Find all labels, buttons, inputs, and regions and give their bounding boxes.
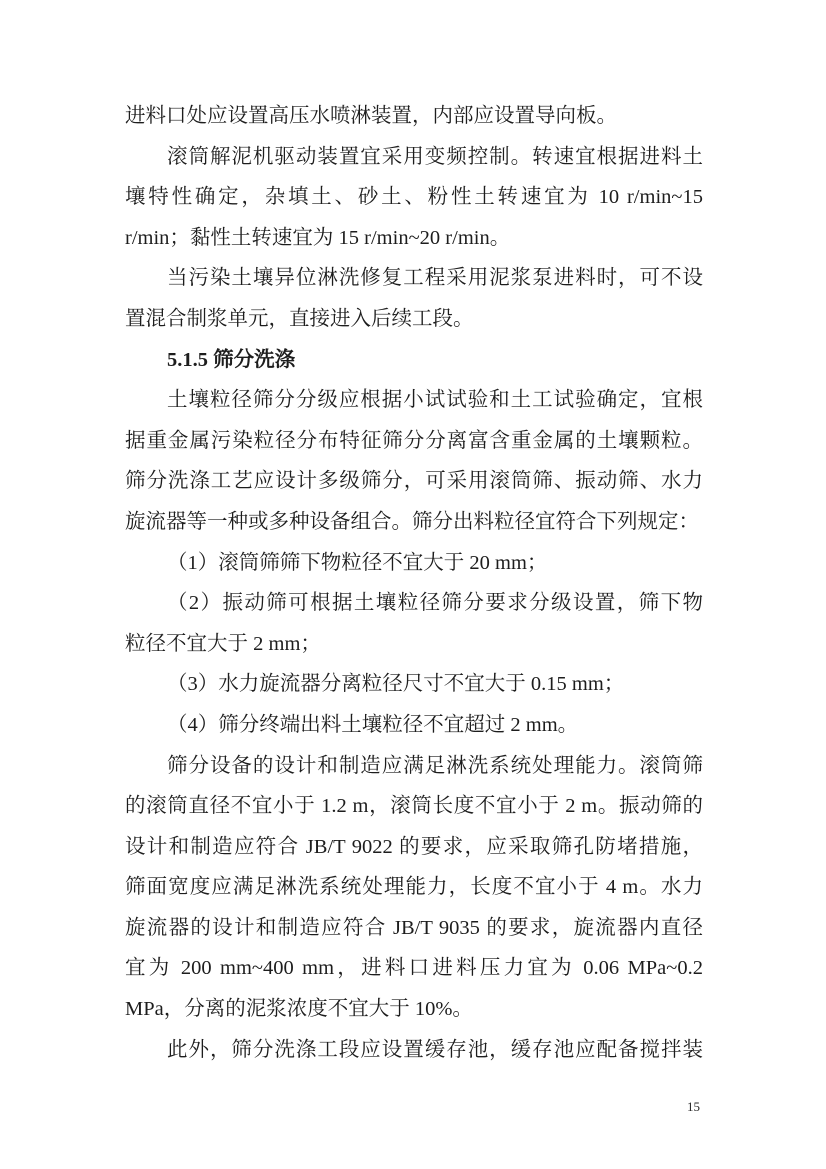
paragraph	[125, 583, 703, 664]
text-line: 据重金属污染粒径分布特征筛分分离富含重金属的土壤颗粒。	[125, 429, 703, 452]
text-line: 置混合制浆单元，直接进入后续工段。	[125, 307, 474, 330]
paragraph	[125, 380, 703, 542]
paragraph	[125, 96, 703, 137]
section-heading	[125, 340, 703, 381]
text-line: 进料口处应设置高压水喷淋装置，内部应设置导向板。	[125, 105, 617, 127]
text-line: （3）水力旋流器分离粒径尺寸不宜大于 0.15 mm；	[167, 673, 625, 696]
text-line: 旋流器等一种或多种设备组合。筛分出料粒径宜符合下列规定：	[125, 510, 699, 533]
page-number: 15	[687, 1099, 700, 1114]
text-line: 宜为 200 mm~400 mm，进料口进料压力宜为 0.06 MPa~0.2	[125, 957, 703, 980]
paragraph	[125, 705, 703, 746]
text-line: 筛面宽度应满足淋洗系统处理能力，长度不宜小于 4 m。水力	[125, 876, 703, 899]
text-line: 的滚筒直径不宜小于 1.2 m，滚筒长度不宜小于 2 m。振动筛的	[125, 795, 703, 818]
text-line: 滚筒解泥机驱动装置宜采用变频控制。转速宜根据进料土	[167, 145, 703, 168]
text-line: 土壤粒径筛分分级应根据小试试验和土工试验确定，宜根	[167, 389, 703, 412]
text-line: （2）振动筛可根据土壤粒径筛分要求分级设置，筛下物	[167, 592, 703, 615]
text-line: r/min；黏性土转速宜为 15 r/min~20 r/min。	[125, 226, 511, 249]
text-line: MPa，分离的泥浆浓度不宜大于 10%。	[125, 998, 473, 1021]
paragraph	[125, 543, 703, 584]
text-line: 粒径不宜大于 2 mm；	[125, 632, 321, 655]
text-line: 筛分洗涤工艺应设计多级筛分，可采用滚筒筛、振动筛、水力	[125, 470, 703, 493]
text-line: 旋流器的设计和制造应符合 JB/T 9035 的要求，旋流器内直径	[125, 916, 703, 939]
paragraph	[125, 258, 703, 339]
text-line: （4）筛分终端出料土壤粒径不宜超过 2 mm。	[167, 713, 579, 736]
text-line: 筛分设备的设计和制造应满足淋洗系统处理能力。滚筒筛	[167, 754, 703, 777]
text-line: （1）滚筒筛筛下物粒径不宜大于 20 mm；	[167, 551, 548, 574]
paragraph	[125, 746, 703, 1030]
text-line: 当污染土壤异位淋洗修复工程采用泥浆泵进料时，可不设	[167, 267, 703, 290]
text-line: 设计和制造应符合 JB/T 9022 的要求，应采取筛孔防堵措施，	[125, 835, 703, 858]
paragraph	[125, 137, 703, 259]
text-line: 壤特性确定，杂填土、砂土、粉性土转速宜为 10 r/min~15	[125, 186, 703, 209]
paragraph	[125, 1030, 703, 1071]
text-line: 5.1.5 筛分洗涤	[167, 348, 296, 371]
paragraph	[125, 664, 703, 705]
document-body	[125, 96, 703, 1070]
text-line: 此外，筛分洗涤工段应设置缓存池，缓存池应配备搅拌装	[167, 1038, 703, 1061]
